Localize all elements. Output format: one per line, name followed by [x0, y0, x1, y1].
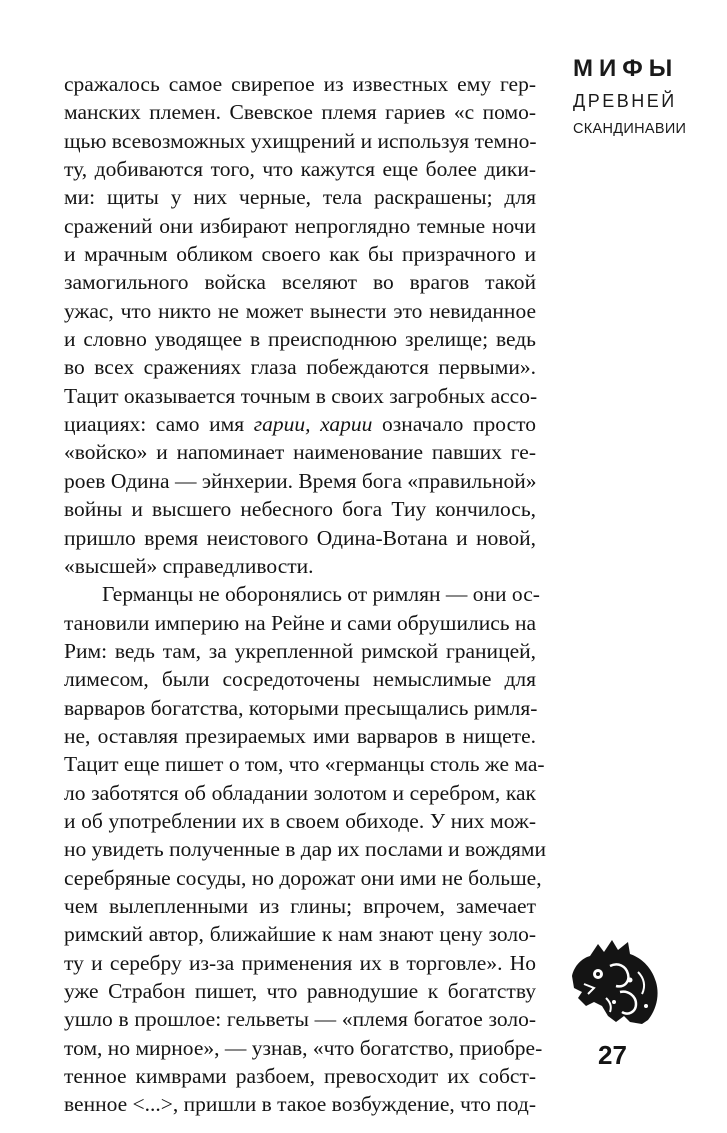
text-line-paragraph-end: «высшей» справедливости.	[64, 553, 314, 578]
text-line: сражалось самое свирепое из известных ему гер-	[64, 72, 536, 96]
text-line-italic-terms	[64, 410, 536, 438]
text-line: войны и высшего небесного бога Тиу кончилось,	[64, 497, 536, 522]
text-line: Рим: ведь там, за укрепленной римской границей,	[64, 638, 536, 663]
text-line: сражений они избирают непроглядно темные ночи	[64, 213, 536, 238]
text-line: во всех сражениях глаза побеждаются первыми».	[64, 355, 536, 380]
text-line: манских племен. Свевское племя гариев «с помо-	[64, 100, 536, 125]
text-line: уже Страбон пишет, что равнодушие к богатству	[64, 979, 536, 1003]
text-line: Тацит оказывается точным в своих загробных ассо-	[64, 383, 538, 408]
text-line: чем вылепленными из глины; впрочем, замечает	[64, 893, 536, 918]
text-line: серебряные сосуды, но дорожат они ими не больше,	[64, 865, 542, 890]
text-segment: циациях: само имя	[64, 412, 254, 437]
body-text	[64, 70, 547, 1119]
text-line: и об употреблении их в своем обиходе. У них мож-	[64, 808, 536, 833]
text-line: тенное кимврами разбоем, превосходит их собст-	[64, 1064, 536, 1089]
text-line: и словно уводящее в преисподнюю зрелище; ведь	[64, 327, 536, 352]
text-line: и мрачным обликом своего как бы призрачного и	[64, 242, 536, 267]
text-line: пришло время неистового Одина-Вотана и новой,	[64, 525, 536, 550]
page-number: 27	[598, 1040, 627, 1070]
italic-term: гарии, харии	[253, 412, 373, 437]
text-line: щью всевозможных ухищрений и используя темно-	[64, 128, 537, 153]
header-subtitle-line1: ДРЕВНЕЙ	[573, 91, 677, 111]
text-line: ту, добиваются того, что кажутся еще более дики-	[64, 157, 536, 182]
text-line: том, но мирное», — узнав, «что богатство, приобре-	[64, 1035, 543, 1060]
text-line: замогильного войска вселяют во врагов такой	[64, 270, 536, 295]
text-line: венное <...>, пришли в такое возбуждение, что под-	[64, 1092, 536, 1117]
text-line: лимесом, были сосредоточены немыслимые для	[64, 667, 536, 692]
text-line: ми: щиты у них черные, тела раскрашены; для	[64, 185, 536, 210]
text-line: Тацит еще пишет о том, что «германцы столь же ма-	[64, 752, 545, 777]
header-title: МИФЫ	[573, 55, 679, 82]
text-line: ло заботятся об обладании золотом и серебром, как	[64, 780, 536, 805]
text-line: ушло в прошлое: гельветы — «племя богатое золо-	[64, 1007, 536, 1032]
text-line: «войско» и напоминает наименование павших ге-	[64, 440, 536, 465]
text-line: но увидеть полученные в дар их послами и вождями	[64, 837, 547, 862]
text-line: римский автор, ближайшие к нам знают цену золо-	[64, 922, 536, 947]
norse-dragon-head-emblem-icon	[568, 936, 662, 1028]
text-line: роев Одина — эйнхерии. Время бога «правильной»	[64, 468, 537, 493]
header-subtitle-line2: СКАНДИНАВИИ	[573, 121, 687, 137]
text-line-paragraph-start: Германцы не оборонялись от римлян — они ос-	[102, 582, 540, 607]
text-line: ужас, что никто не может вынести это невиданное	[64, 298, 536, 323]
running-header	[573, 54, 693, 140]
text-segment: означало просто	[372, 412, 536, 437]
text-line: варваров богатства, которыми пресыщались римля-	[64, 695, 538, 720]
text-line: ту и серебру из-за применения их в торговле». Но	[64, 950, 536, 975]
text-line: не, оставляя презираемых ими варваров в нищете.	[64, 723, 536, 748]
text-line: тановили империю на Рейне и сами обрушились на	[64, 610, 536, 635]
